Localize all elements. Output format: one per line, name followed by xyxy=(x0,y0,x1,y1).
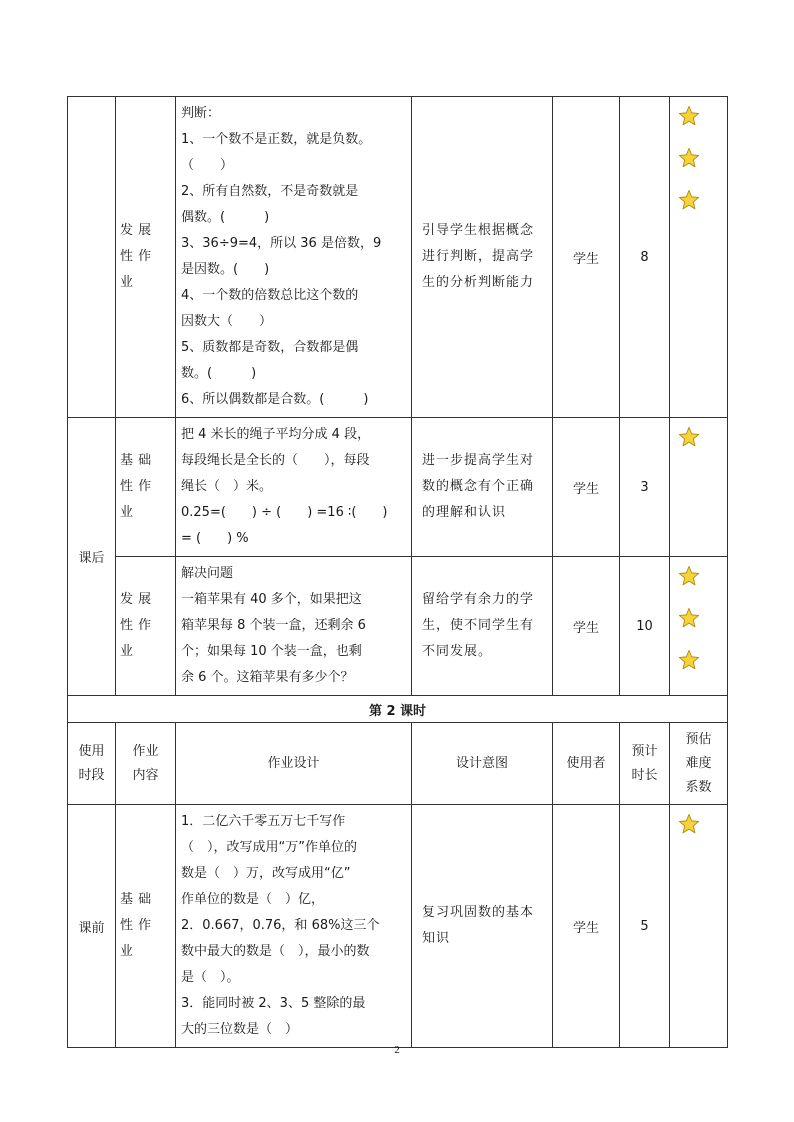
time-cell: 10 xyxy=(620,557,670,696)
design-line: 个；如果每 10 个装一盒，也剩 xyxy=(181,644,362,659)
design-line: 1、一个数不是正数，就是负数。 xyxy=(181,132,372,147)
design-line: 6、所以偶数都是合数。( ) xyxy=(181,392,369,407)
design-intent-cell: 引导学生根据概念进行判断，提高学生的分析判断能力 xyxy=(412,97,553,418)
star-icon xyxy=(678,649,700,671)
star-icon xyxy=(678,147,700,169)
time-cell: 8 xyxy=(620,97,670,418)
design-intent-cell: 复习巩固数的基本知识 xyxy=(412,805,553,1048)
header-difficulty: 预估 难度 系数 xyxy=(670,723,728,805)
user-cell: 学生 xyxy=(553,557,620,696)
design-line: 是因数。( ) xyxy=(181,262,270,277)
period-cell: 课前 xyxy=(68,805,116,1048)
lesson-title: 第 2 课时 xyxy=(68,696,728,723)
homework-design-cell xyxy=(176,418,412,557)
design-line: 绳长（ ）米。 xyxy=(181,479,273,494)
header-row xyxy=(68,723,728,805)
design-line: 0.25=( ) ÷ ( ) =16 ∶( ) xyxy=(181,505,388,520)
design-line: 是（ ）。 xyxy=(181,970,240,985)
design-line: = ( ) % xyxy=(181,531,249,546)
homework-design-cell xyxy=(176,97,412,418)
user-cell: 学生 xyxy=(553,805,620,1048)
design-line: 一箱苹果有 40 多个，如果把这 xyxy=(181,592,362,607)
design-line: 作单位的数是（ ）亿， xyxy=(181,892,325,907)
table-row xyxy=(68,805,728,1048)
header-period: 使用 时段 xyxy=(68,723,116,805)
design-line: 数是（ ）万，改写成用“亿” xyxy=(181,866,351,881)
user-cell: 学生 xyxy=(553,418,620,557)
homework-type-cell: 发 展 性 作 业 xyxy=(116,97,176,418)
design-line: 2、所有自然数，不是奇数就是 xyxy=(181,184,359,199)
design-line: 3、36÷9=4，所以 36 是倍数，9 xyxy=(181,236,382,251)
difficulty-cell xyxy=(670,418,728,557)
design-line: 1．二亿六千零五万七千写作 xyxy=(181,814,346,829)
user-cell: 学生 xyxy=(553,97,620,418)
homework-design-cell xyxy=(176,557,412,696)
header-user: 使用者 xyxy=(553,723,620,805)
difficulty-cell xyxy=(670,97,728,418)
time-cell: 5 xyxy=(620,805,670,1048)
design-line: （ ） xyxy=(181,158,234,173)
design-line: 5、质数都是奇数，合数都是偶 xyxy=(181,340,359,355)
design-line: 4、一个数的倍数总比这个数的 xyxy=(181,288,359,303)
design-line: 箱苹果每 8 个装一盒，还剩余 6 xyxy=(181,618,366,633)
design-line: 把 4 米长的绳子平均分成 4 段， xyxy=(181,427,371,442)
design-line: 数。( ) xyxy=(181,366,257,381)
period-cell: 课后 xyxy=(68,418,116,696)
header-intent: 设计意图 xyxy=(412,723,553,805)
star-icon xyxy=(678,607,700,629)
design-line: 余 6 个。这箱苹果有多少个？ xyxy=(181,670,354,685)
homework-design-table xyxy=(67,96,728,1048)
design-line: （ ），改写成用“万”作单位的 xyxy=(181,840,357,855)
design-line: 数中最大的数是（ ），最小的数 xyxy=(181,944,370,959)
design-line: 因数大（ ） xyxy=(181,314,273,329)
star-icon xyxy=(678,189,700,211)
star-icon xyxy=(678,426,700,448)
design-line: 每段绳长是全长的（ ），每段 xyxy=(181,453,370,468)
period-cell-empty xyxy=(68,97,116,418)
homework-type-cell: 基 础 性 作 业 xyxy=(116,805,176,1048)
star-icon xyxy=(678,813,700,835)
homework-type-cell: 基 础 性 作 业 xyxy=(116,418,176,557)
page-number: 2 xyxy=(394,1044,400,1056)
header-content: 作业 内容 xyxy=(116,723,176,805)
star-icon xyxy=(678,105,700,127)
homework-design-cell xyxy=(176,805,412,1048)
design-line: 3．能同时被 2、3、5 整除的最 xyxy=(181,996,366,1011)
design-line: 判断： xyxy=(181,106,221,121)
design-line: 偶数。( ) xyxy=(181,210,270,225)
table-row xyxy=(68,97,728,418)
time-cell: 3 xyxy=(620,418,670,557)
section-title-row xyxy=(68,696,728,723)
design-line: 2．0.667，0.76，和 68%这三个 xyxy=(181,918,380,933)
difficulty-cell xyxy=(670,557,728,696)
design-line: 大的三位数是（ ） xyxy=(181,1022,299,1037)
header-design: 作业设计 xyxy=(176,723,412,805)
star-icon xyxy=(678,565,700,587)
table-row xyxy=(68,557,728,696)
design-intent-cell: 进一步提高学生对数的概念有个正确的理解和认识 xyxy=(412,418,553,557)
homework-type-cell: 发 展 性 作 业 xyxy=(116,557,176,696)
header-time: 预计 时长 xyxy=(620,723,670,805)
design-line: 解决问题 xyxy=(181,566,234,581)
difficulty-cell xyxy=(670,805,728,1048)
table-row xyxy=(68,418,728,557)
design-intent-cell: 留给学有余力的学生，使不同学生有不同发展。 xyxy=(412,557,553,696)
